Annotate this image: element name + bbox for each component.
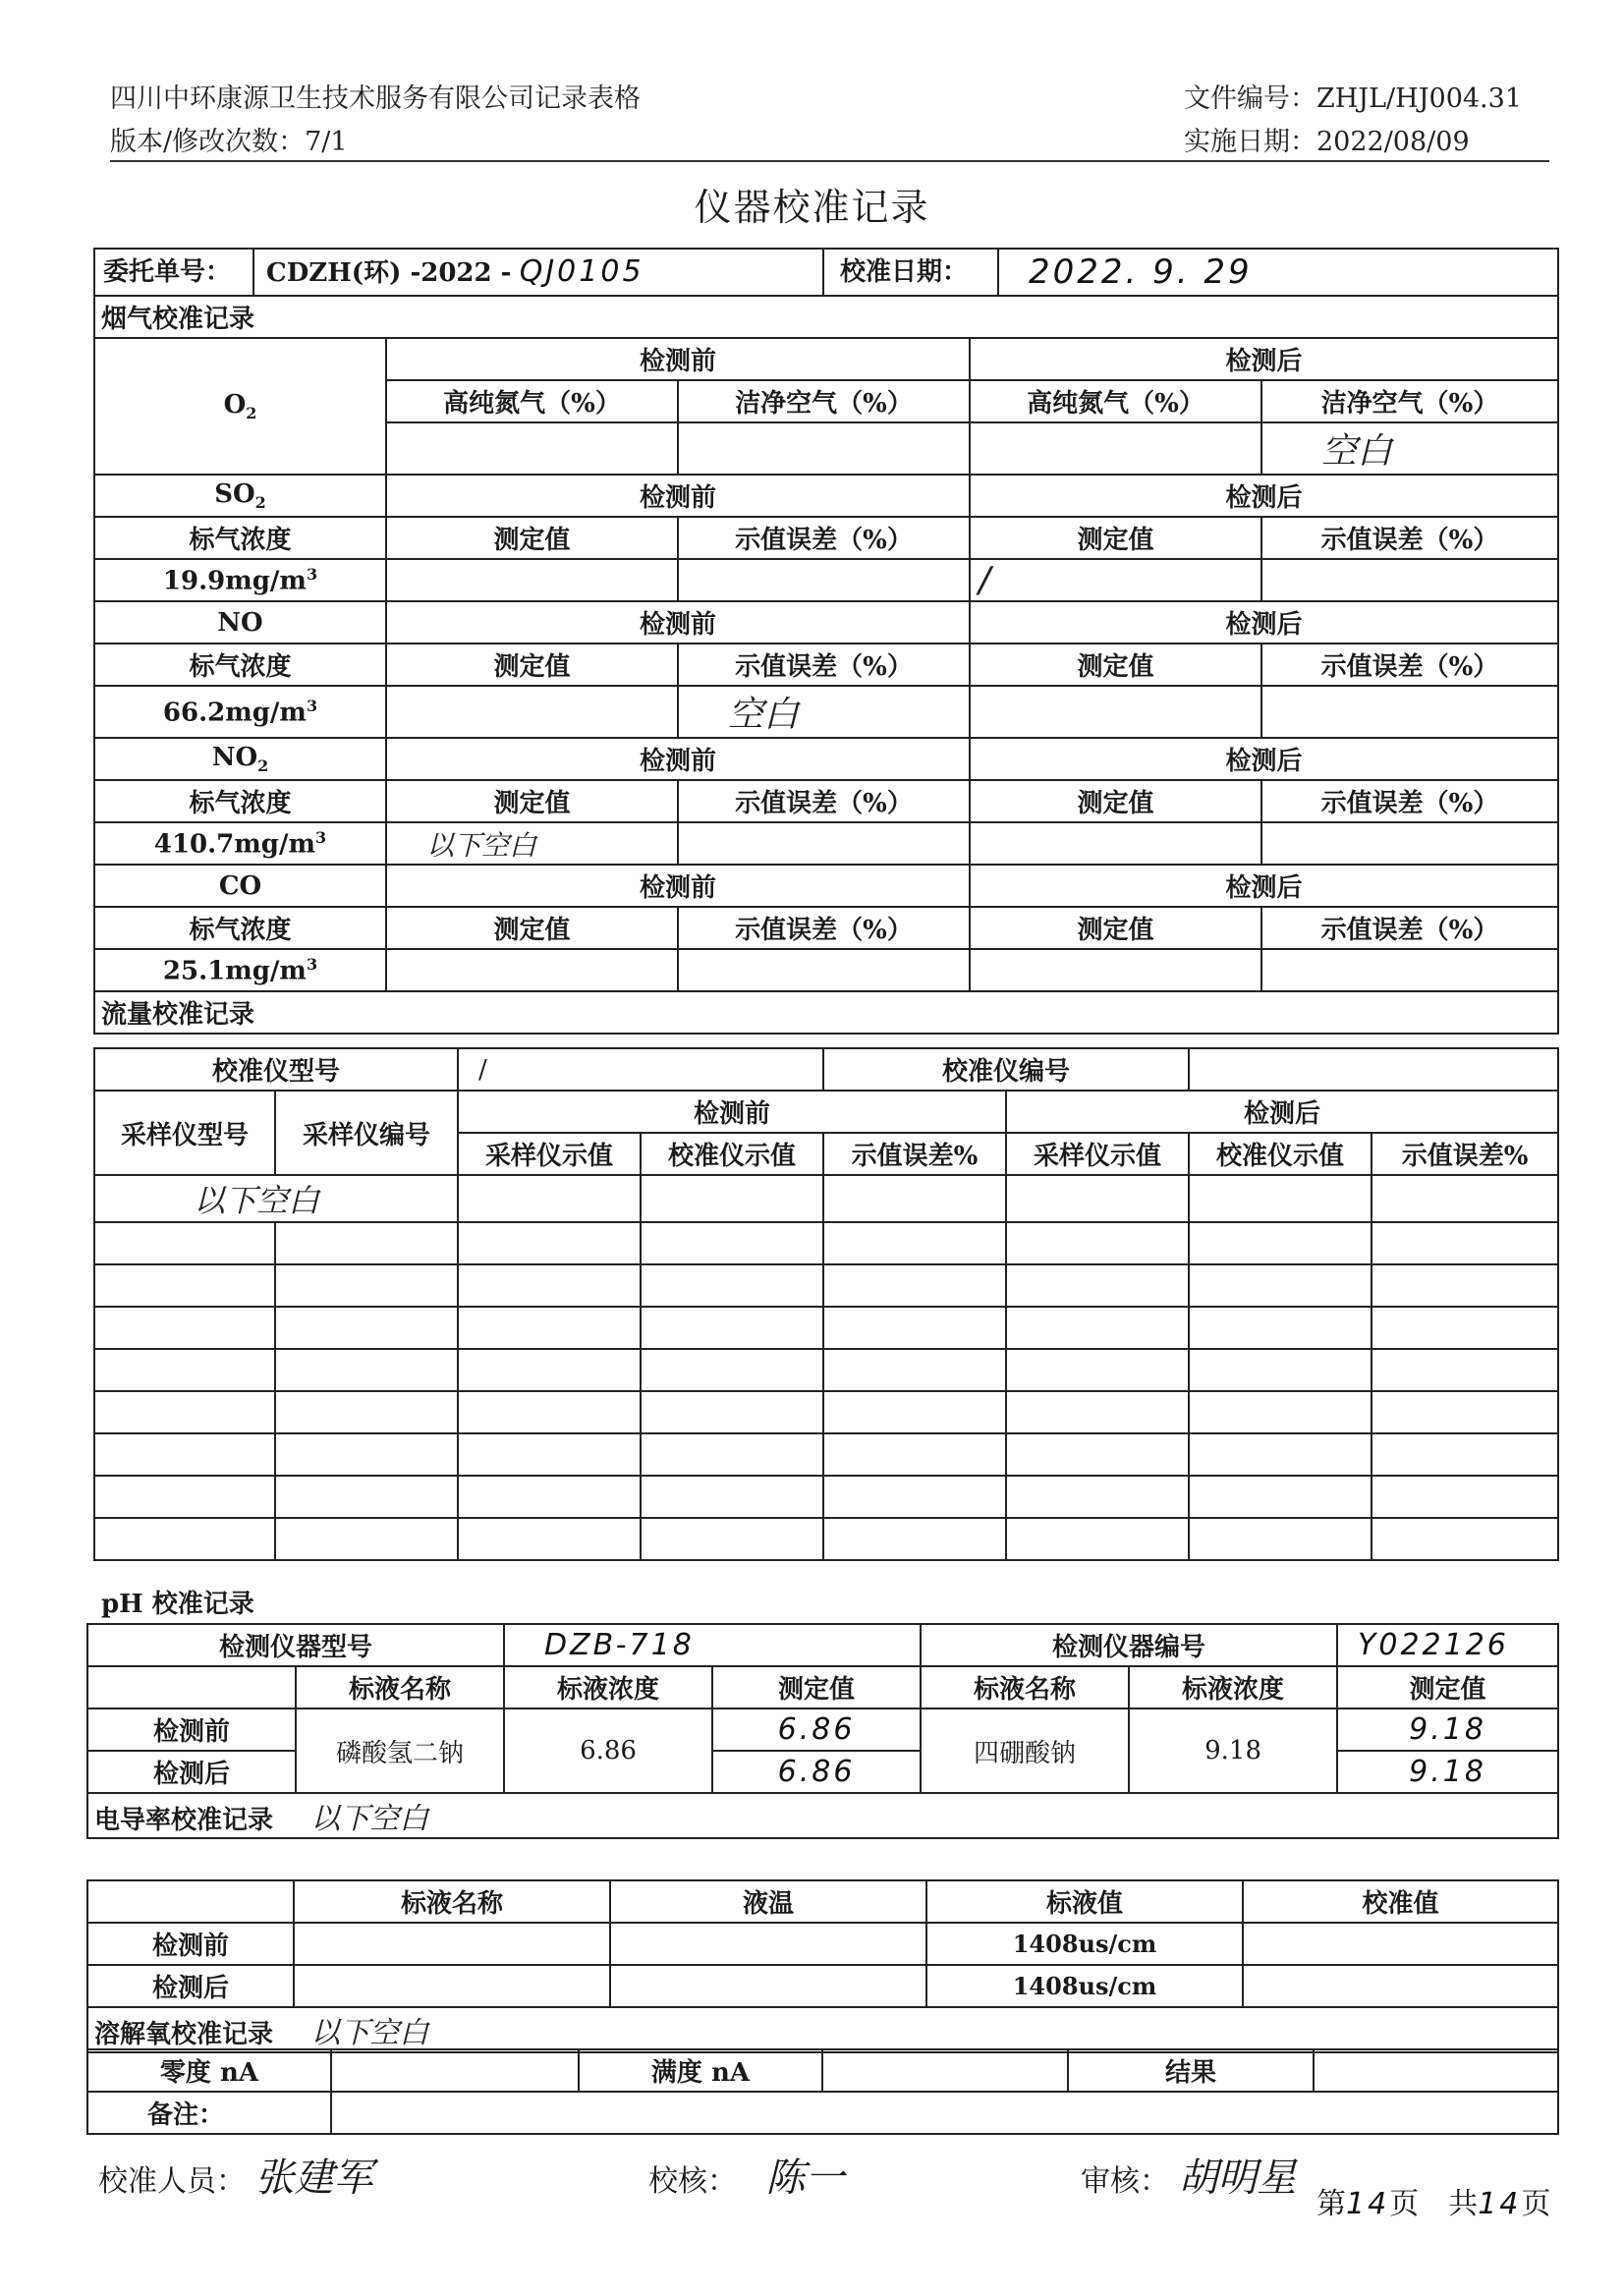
do-zero-value (331, 2049, 579, 2092)
ph-std2-name: 四硼酸钠 (921, 1708, 1129, 1793)
do-zero-label: 零度 nA (87, 2049, 331, 2092)
no-std-conc-label: 标气浓度 (94, 644, 386, 686)
header-rule (110, 160, 1549, 162)
flow-data-row (94, 1476, 1558, 1518)
so2-after-header: 检测后 (970, 475, 1558, 517)
conductivity-before-label: 检测前 (87, 1923, 294, 1965)
calibrator-label: 校准人员： (98, 2164, 246, 2199)
flow-data-row (94, 1391, 1558, 1433)
so2-std-conc-label: 标气浓度 (94, 517, 386, 559)
ph-std2-measured-header: 测定值 (1337, 1666, 1558, 1708)
no-before-measured-value (386, 686, 678, 738)
conductivity-table (86, 1879, 1559, 2053)
co-after-header: 检测后 (970, 865, 1558, 907)
no2-std-conc-value: $410.7mg/m^3$ (94, 822, 386, 865)
do-blank-mark: 以下空白 (310, 2016, 429, 2050)
no2-after-error: 示值误差（%） (1261, 780, 1558, 822)
ph-instrument-no-value: Y022126 (1337, 1624, 1558, 1666)
version-info: 版本/修改次数：7/1 (110, 127, 348, 157)
ph-model-label: 检测仪器型号 (87, 1624, 504, 1666)
no-after-header: 检测后 (970, 601, 1558, 644)
co-before-measured-value (386, 949, 678, 991)
flow-before-sampler-reading: 采样仪示值 (458, 1133, 641, 1175)
flow-data-row (94, 1264, 1558, 1307)
o2-before-nitrogen: 高纯氮气（%） (386, 380, 678, 422)
flow-before-ref-reading: 校准仪示值 (641, 1133, 823, 1175)
no2-before-error: 示值误差（%） (678, 780, 970, 822)
co-before-header: 检测前 (386, 865, 970, 907)
calibration-date-value: 2022. 9. 29 (1029, 252, 1253, 292)
so2-slash-mark: / (970, 559, 1261, 601)
reviewer-signature-block (1081, 2147, 1297, 2203)
no-after-measured-value (970, 686, 1261, 738)
co-std-conc-value: $25.1mg/m^3$ (94, 949, 386, 991)
flow-blank-mark: 以下空白 (94, 1175, 458, 1222)
co-before-error: 示值误差（%） (678, 907, 970, 949)
so2-label: $SO_2$ (94, 475, 386, 517)
no-before-header: 检测前 (386, 601, 970, 644)
ph-model-value: DZB-718 (504, 1624, 921, 1666)
co-after-error: 示值误差（%） (1261, 907, 1558, 949)
no-std-conc-value: $66.2mg/m^3$ (94, 686, 386, 738)
checker-signature: 陈一 (765, 2156, 845, 2201)
o2-after-header: 检测后 (970, 338, 1558, 380)
flow-data-row (94, 1175, 1558, 1222)
calibration-table-main (93, 248, 1559, 1035)
conductivity-section-row (87, 1793, 1558, 1838)
reviewer-signature: 胡明星 (1178, 2156, 1297, 2201)
do-section-row (87, 2007, 1558, 2052)
so2-before-error-value (678, 559, 970, 601)
flow-after-header: 检测后 (1006, 1091, 1558, 1133)
flow-data-row (94, 1433, 1558, 1476)
flow-before-header: 检测前 (458, 1091, 1006, 1133)
so2-after-error: 示值误差（%） (1261, 517, 1558, 559)
conductivity-std-value-header: 标液值 (926, 1880, 1243, 1923)
o2-before-header: 检测前 (386, 338, 970, 380)
no2-std-conc-label: 标气浓度 (94, 780, 386, 822)
co-after-measured: 测定值 (970, 907, 1261, 949)
no2-label: $NO_2$ (94, 738, 386, 780)
ph-std1-after-measured: 6.86 (712, 1751, 921, 1793)
ph-header-blank (87, 1666, 296, 1708)
checker-signature-block (648, 2147, 845, 2203)
flow-data-row (94, 1349, 1558, 1391)
no-label: NO (94, 601, 386, 644)
order-number-handwritten: QJ0105 (519, 254, 644, 289)
co-label: CO (94, 865, 386, 907)
so2-before-measured-value (386, 559, 678, 601)
do-result-label: 结果 (1068, 2049, 1314, 2092)
conductivity-after-label: 检测后 (87, 1965, 294, 2007)
calibrator-signature: 张建军 (254, 2156, 373, 2201)
company-name: 四川中环康源卫生技术服务有限公司记录表格 (110, 84, 641, 114)
ph-std1-measured-header: 测定值 (712, 1666, 921, 1708)
conductivity-temp-header: 液温 (610, 1880, 926, 1923)
no-before-error: 示值误差（%） (678, 644, 970, 686)
order-number-label: 委托单号： (95, 250, 254, 295)
page-number-current: 14 (1346, 2187, 1390, 2221)
ph-std2-conc: 9.18 (1129, 1708, 1337, 1793)
no2-after-measured-value (970, 822, 1261, 865)
o2-after-nitrogen-value (970, 422, 1261, 475)
ph-std1-name-header: 标液名称 (296, 1666, 504, 1708)
dissolved-oxygen-table (86, 2048, 1559, 2135)
so2-std-conc-value: $19.9mg/m^3$ (94, 559, 386, 601)
o2-after-nitrogen: 高纯氮气（%） (970, 380, 1261, 422)
flow-sampler-model-header: 采样仪型号 (94, 1091, 275, 1175)
so2-before-header: 检测前 (386, 475, 970, 517)
no-before-measured: 测定值 (386, 644, 678, 686)
implementation-date: 实施日期：2022/08/09 (1184, 127, 1470, 157)
page-number-total: 14 (1478, 2187, 1522, 2221)
conductivity-section-title: 电导率校准记录 (94, 1806, 274, 1835)
so2-after-measured: 测定值 (970, 517, 1261, 559)
ph-after-label: 检测后 (87, 1751, 296, 1793)
co-after-error-value (1261, 949, 1558, 991)
no-after-error-value (1261, 686, 1558, 738)
flow-calibration-table (93, 1047, 1559, 1561)
flow-data-row (94, 1518, 1558, 1560)
no-after-error: 示值误差（%） (1261, 644, 1558, 686)
ph-section-title: pH 校准记录 (101, 1590, 254, 1619)
conductivity-std-name-header: 标液名称 (294, 1880, 610, 1923)
so2-before-measured: 测定值 (386, 517, 678, 559)
remarks-value (331, 2092, 1558, 2134)
flow-data-row (94, 1307, 1558, 1349)
ph-std2-before-measured: 9.18 (1337, 1708, 1558, 1751)
flow-data-row (94, 1222, 1558, 1264)
o2-blank-mark: 空白 (1261, 422, 1558, 475)
no2-before-error-value (678, 822, 970, 865)
remarks-label: 备注： (87, 2092, 331, 2134)
do-result-value (1314, 2049, 1558, 2092)
flow-after-ref-reading: 校准仪示值 (1189, 1133, 1372, 1175)
reviewer-label: 审核： (1081, 2164, 1169, 2199)
calibrator-signature-block (98, 2147, 373, 2203)
no2-before-header: 检测前 (386, 738, 970, 780)
no2-before-measured: 测定值 (386, 780, 678, 822)
flow-section-title: 流量校准记录 (94, 991, 1558, 1034)
ph-std2-conc-header: 标液浓度 (1129, 1666, 1337, 1708)
checker-label: 校核： (648, 2164, 737, 2199)
order-row (94, 249, 1558, 296)
flow-after-error: 示值误差% (1372, 1133, 1558, 1175)
conductivity-header-blank (87, 1880, 294, 1923)
no-blank-mark: 空白 (678, 686, 970, 738)
flow-ref-model-label: 校准仪型号 (94, 1048, 458, 1091)
calibration-date-label: 校准日期： (824, 250, 999, 295)
page-number: 第14页 共14页 (1316, 2187, 1551, 2221)
conductivity-after-std-value: 1408us/cm (926, 1965, 1243, 2007)
no2-after-measured: 测定值 (970, 780, 1261, 822)
o2-before-clean-air: 洁净空气（%） (678, 380, 970, 422)
do-section-title: 溶解氧校准记录 (94, 2020, 274, 2049)
flow-ref-no-value (1189, 1048, 1558, 1091)
ph-std1-conc: 6.86 (504, 1708, 712, 1793)
page-title: 仪器校准记录 (694, 186, 930, 229)
flow-ref-no-label: 校准仪编号 (823, 1048, 1189, 1091)
ph-std2-after-measured: 9.18 (1337, 1751, 1558, 1793)
co-std-conc-label: 标气浓度 (94, 907, 386, 949)
order-number-prefix: CDZH(环) -2022 - (266, 258, 512, 288)
co-before-measured: 测定值 (386, 907, 678, 949)
ph-instrument-no-label: 检测仪器编号 (921, 1624, 1337, 1666)
no2-after-error-value (1261, 822, 1558, 865)
conductivity-cal-value-header: 校准值 (1243, 1880, 1558, 1923)
flow-sampler-no-header: 采样仪编号 (275, 1091, 458, 1175)
ph-std2-name-header: 标液名称 (921, 1666, 1129, 1708)
flow-before-error: 示值误差% (823, 1133, 1006, 1175)
o2-before-clean-air-value (678, 422, 970, 475)
conductivity-before-std-value: 1408us/cm (926, 1923, 1243, 1965)
ph-std1-name: 磷酸氢二钠 (296, 1708, 504, 1793)
co-after-measured-value (970, 949, 1261, 991)
so2-after-error-value (1261, 559, 1558, 601)
co-before-error-value (678, 949, 970, 991)
ph-std1-before-measured: 6.86 (712, 1708, 921, 1751)
no2-after-header: 检测后 (970, 738, 1558, 780)
o2-before-nitrogen-value (386, 422, 678, 475)
do-full-value (822, 2049, 1068, 2092)
no2-blank-mark: 以下空白 (386, 822, 678, 865)
document-number: 文件编号：ZHJL/HJ004.31 (1184, 84, 1522, 114)
o2-label: $O_2$ (94, 338, 386, 475)
flow-ref-model-value: / (458, 1048, 823, 1091)
ph-std1-conc-header: 标液浓度 (504, 1666, 712, 1708)
no-after-measured: 测定值 (970, 644, 1261, 686)
flue-gas-section-title: 烟气校准记录 (94, 296, 1558, 338)
so2-before-error: 示值误差（%） (678, 517, 970, 559)
ph-before-label: 检测前 (87, 1708, 296, 1751)
ph-calibration-table (86, 1623, 1559, 1839)
do-full-label: 满度 nA (579, 2049, 822, 2092)
flow-after-sampler-reading: 采样仪示值 (1006, 1133, 1189, 1175)
o2-after-clean-air: 洁净空气（%） (1261, 380, 1558, 422)
conductivity-blank-mark: 以下空白 (310, 1802, 429, 1836)
